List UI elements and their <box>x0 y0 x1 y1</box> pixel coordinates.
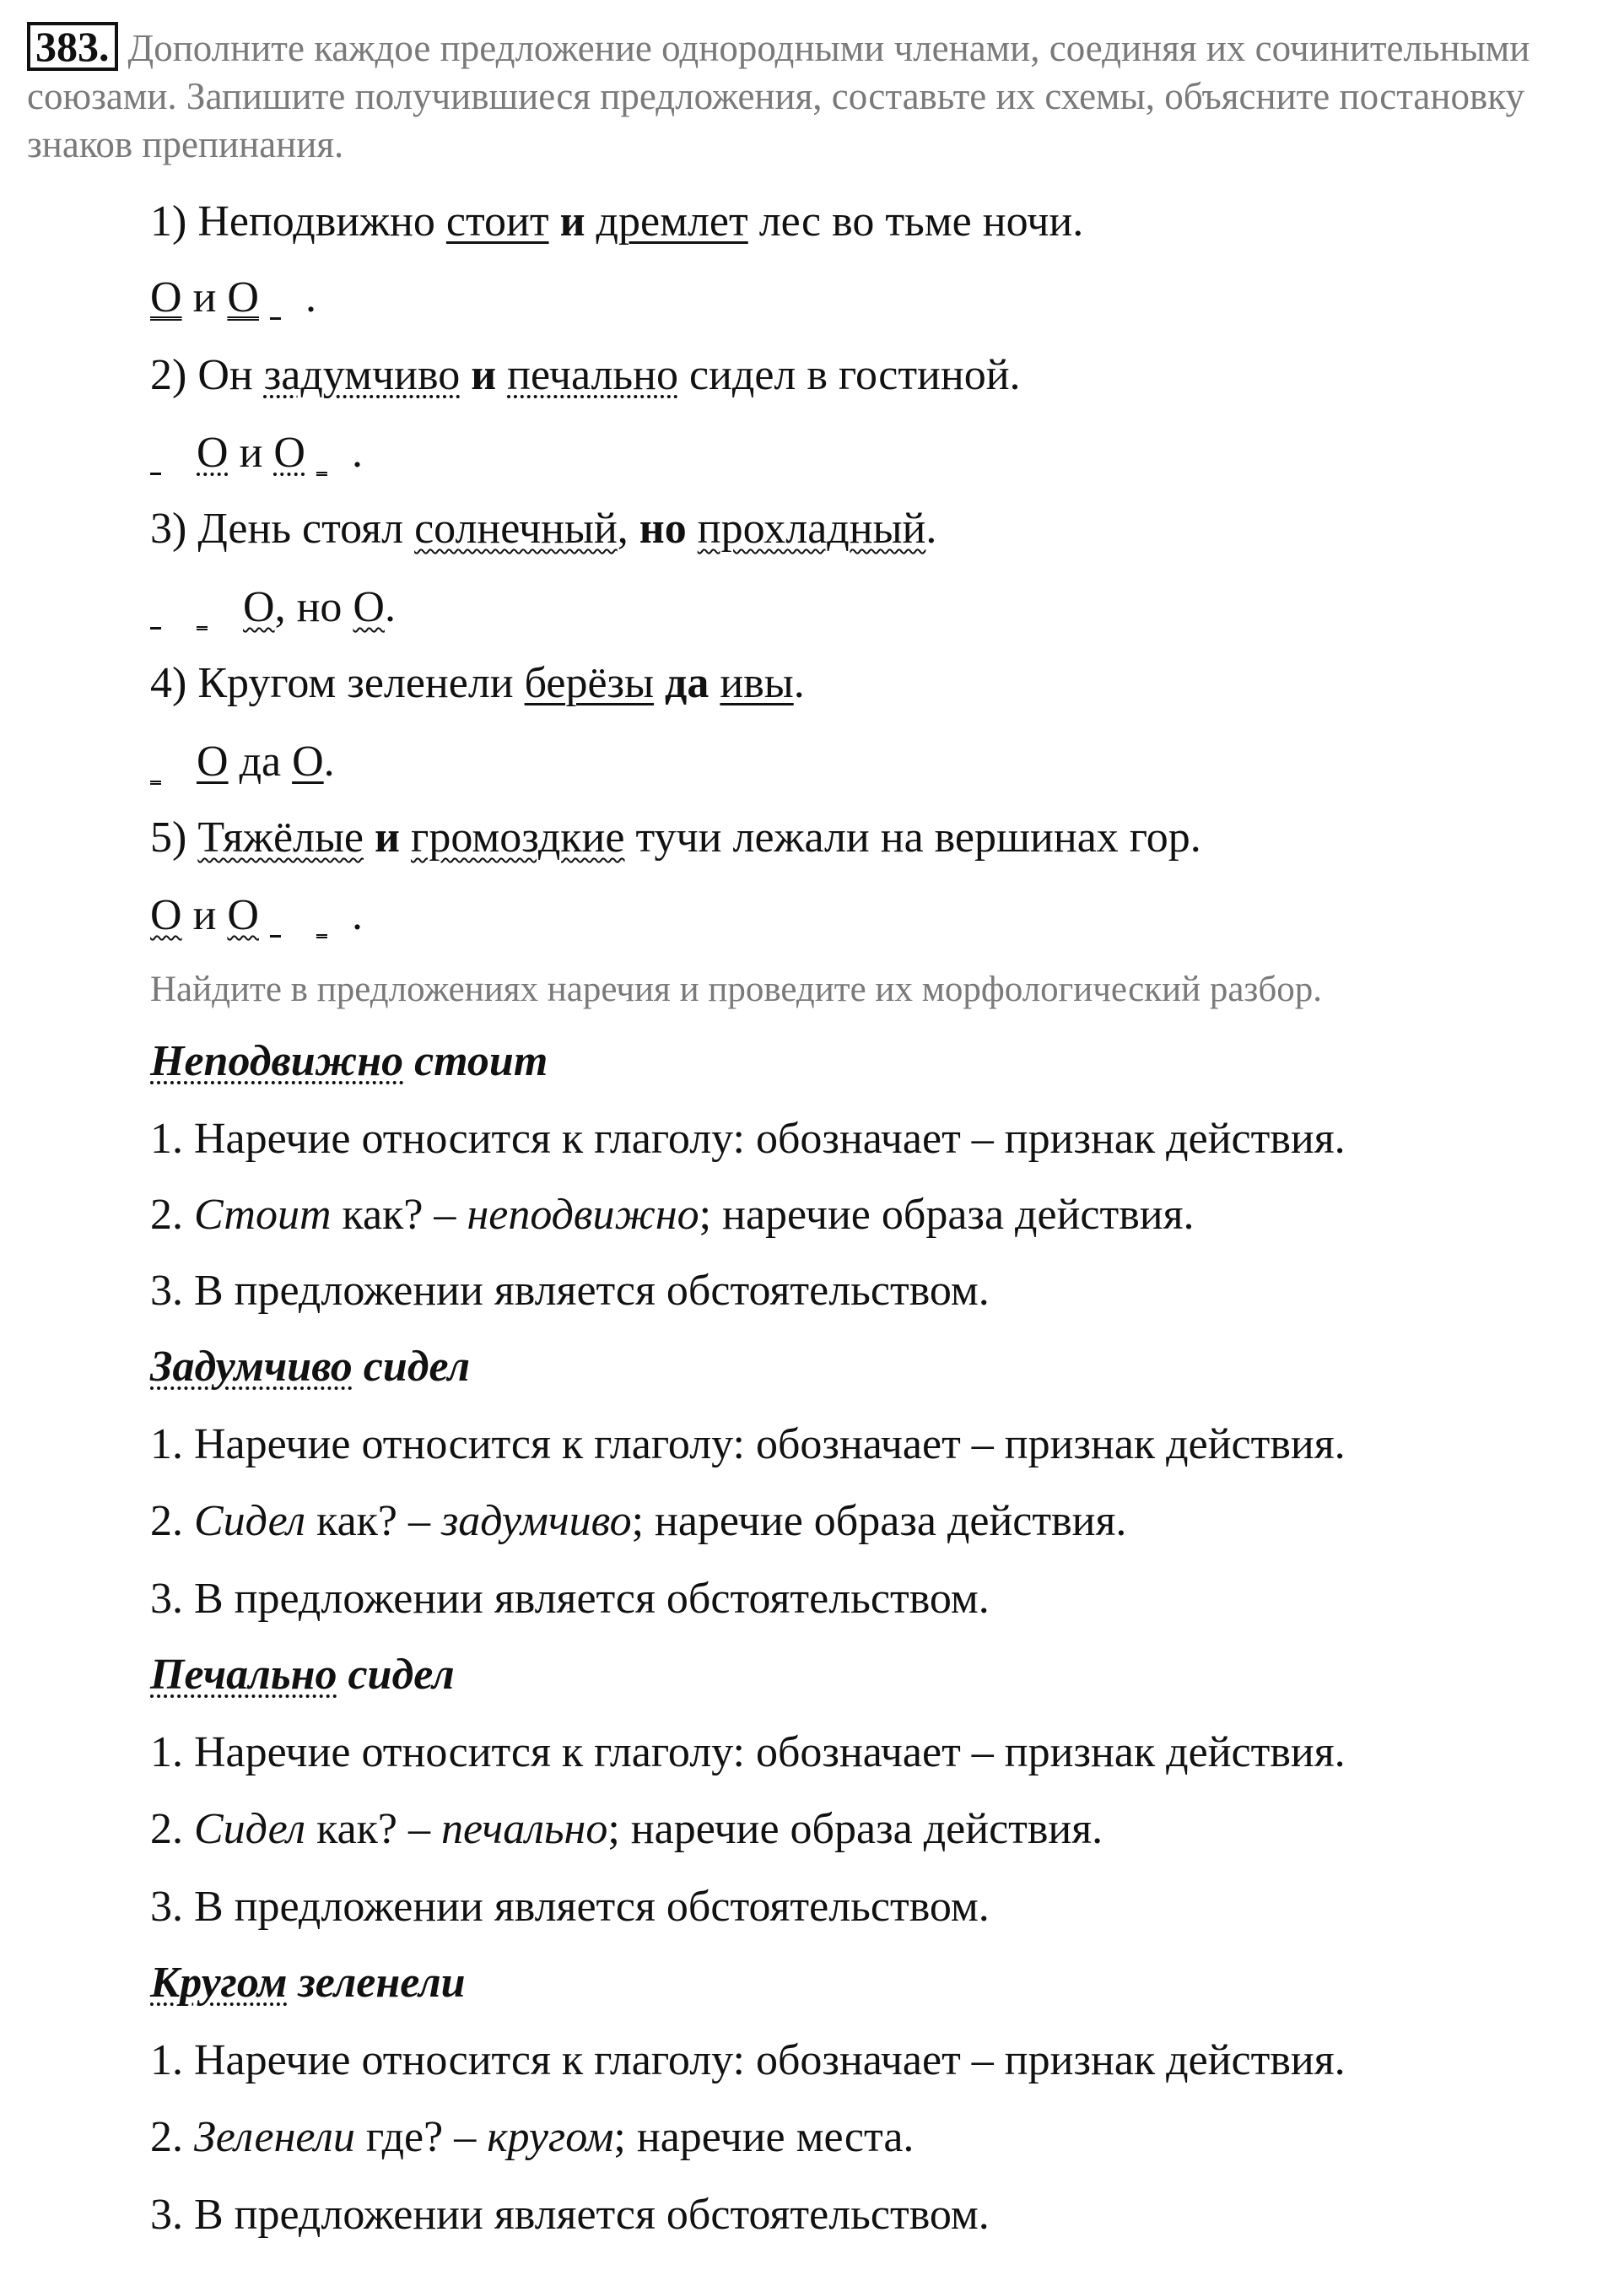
scheme-3: О, но О. <box>243 583 396 631</box>
analysis-4-line-1: 1. Наречие относится к глаголу: обозначает – признак действия. <box>150 2036 1346 2084</box>
analysis-4-line-3: 3. В предложении является обстоятельством. <box>150 2191 990 2239</box>
analysis-heading-2: Задумчиво сидел <box>150 1343 471 1391</box>
analysis-2-line-1: 1. Наречие относится к глаголу: обозначает – признак действия. <box>150 1420 1346 1468</box>
analysis-3-line-2: 2. Сидел как? – печально; наречие образа действия. <box>150 1805 1103 1853</box>
scheme-2: О и О . <box>197 429 363 477</box>
analysis-2-line-3: 3. В предложении является обстоятельством. <box>150 1575 990 1623</box>
analysis-instruction: Найдите в предложениях наречия и проведите их морфологический разбор. <box>150 970 1323 1009</box>
analysis-heading-3: Печально сидел <box>150 1651 455 1699</box>
analysis-3-line-3: 3. В предложении является обстоятельством. <box>150 1883 990 1931</box>
analysis-1-line-1: 1. Наречие относится к глаголу: обозначает – признак действия. <box>150 1115 1346 1163</box>
task-statement <box>27 22 1596 169</box>
sentence-2: 2) Он задумчиво и печально сидел в гостиной. <box>150 351 1021 399</box>
sentence-1: 1) Неподвижно стоит и дремлет лес во тьме ночи. <box>150 197 1084 246</box>
scheme-4: О да О. <box>197 738 335 786</box>
analysis-1-line-2: 2. Стоит как? – неподвижно; наречие образа действия. <box>150 1191 1195 1239</box>
scheme-1: О и О . <box>150 273 316 322</box>
sentence-3: 3) День стоял солнечный, но прохладный. <box>150 505 937 553</box>
sentence-5: 5) Тяжёлые и громоздкие тучи лежали на вершинах гор. <box>150 813 1201 862</box>
exercise-number: 383. <box>27 22 118 71</box>
analysis-heading-1: Неподвижно стоит <box>150 1037 548 1085</box>
analysis-4-line-2: 2. Зеленели где? – кругом; наречие места. <box>150 2113 915 2161</box>
task-text: Дополните каждое предложение однородными членами, соединяя их сочинительными союзами. Запишите получившиеся предложения, составьте их схемы, объясните постановку знаков препинания. <box>27 27 1530 165</box>
analysis-2-line-2: 2. Сидел как? – задумчиво; наречие образа действия. <box>150 1497 1127 1545</box>
analysis-3-line-1: 1. Наречие относится к глаголу: обозначает – признак действия. <box>150 1728 1346 1776</box>
analysis-heading-4: Кругом зеленели <box>150 1959 466 2007</box>
sentence-4: 4) Кругом зеленели берёзы да ивы. <box>150 659 805 707</box>
scheme-5: О и О . <box>150 891 363 939</box>
analysis-1-line-3: 3. В предложении является обстоятельством. <box>150 1267 990 1315</box>
